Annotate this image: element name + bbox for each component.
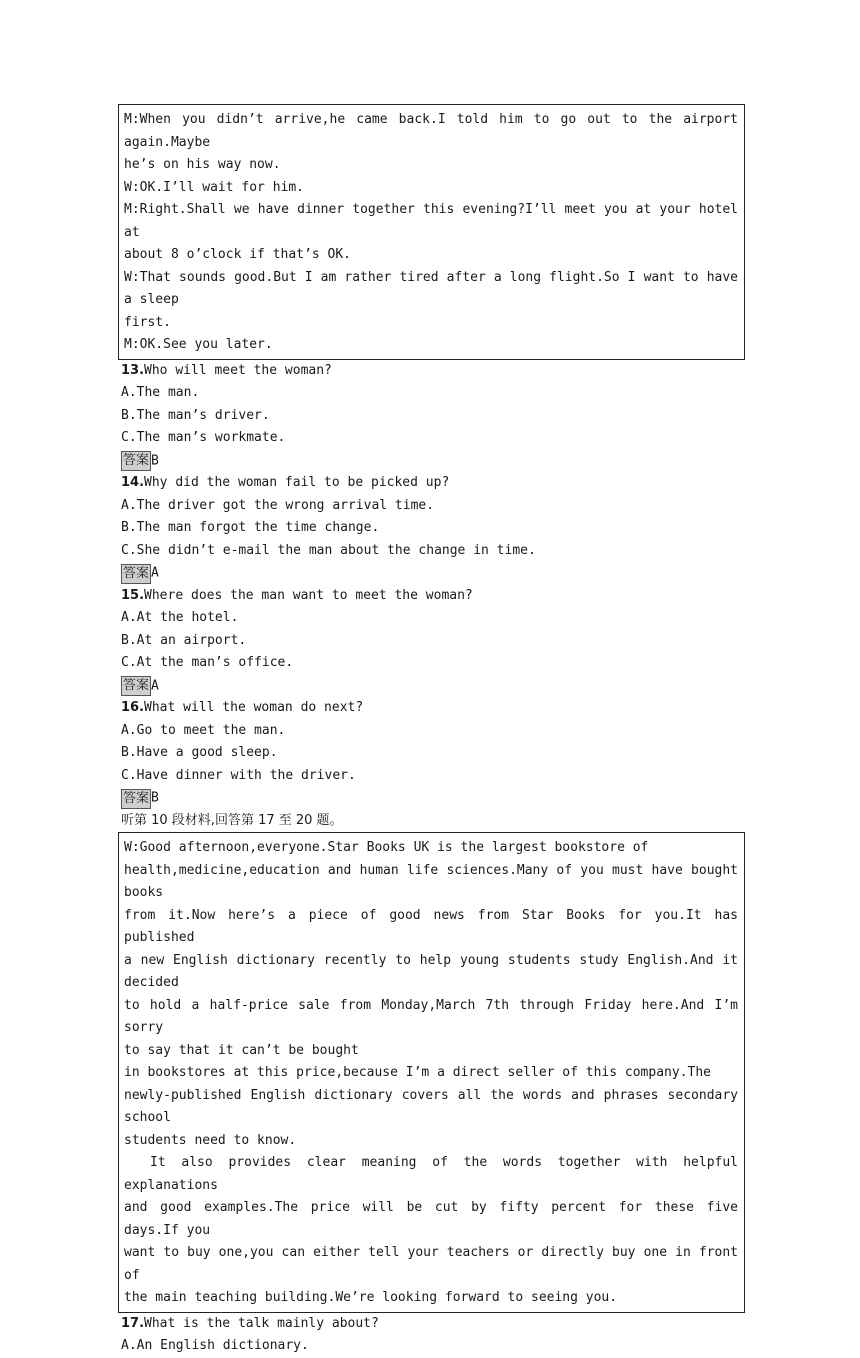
question-16 xyxy=(118,697,746,810)
passage-line: to hold a half-price sale from Monday,March 7th through Friday here.And I’m sorry xyxy=(124,997,746,1035)
dialogue-line: first. xyxy=(124,314,171,330)
dialogue-line: W:OK.I’ll wait for him. xyxy=(124,179,305,195)
dialogue-line: he’s on his way now. xyxy=(124,157,281,172)
answer-row xyxy=(118,787,746,810)
passage-line: a new English dictionary recently to help young students study English.And it decided xyxy=(124,952,746,990)
question-15 xyxy=(118,585,746,698)
answer-value: A xyxy=(151,677,159,693)
passage-line: health,medicine,education and human life sciences.Many of you must have bought books xyxy=(124,862,746,900)
section-instruction: 听第 10 段材料,回答第 17 至 20 题。 xyxy=(121,812,343,828)
passage-line: newly-published English dictionary covers all the words and phrases secondary school xyxy=(124,1087,746,1125)
option-b: B.Have a good sleep. xyxy=(121,745,278,760)
question-stem xyxy=(118,360,746,383)
question-number: 17. xyxy=(121,1315,145,1331)
option-c: C.She didn’t e-mail the man about the change in time. xyxy=(121,542,536,558)
answer-value: B xyxy=(151,452,159,468)
passage-box xyxy=(118,832,745,1313)
passage-line: in bookstores at this price,because I’m a direct seller of this company.The xyxy=(124,1065,711,1080)
question-number: 13. xyxy=(121,362,145,378)
question-stem xyxy=(118,697,746,720)
question-14 xyxy=(118,472,746,585)
option-b: B.The man forgot the time change. xyxy=(121,520,380,535)
passage-line: to say that it can’t be bought xyxy=(124,1042,359,1058)
answer-value: B xyxy=(151,790,159,806)
question-17 xyxy=(118,1313,746,1358)
dialogue-line: M:Right.Shall we have dinner together this evening?I’ll meet you at your hotel at xyxy=(124,202,746,240)
question-text: What is the talk mainly about? xyxy=(144,1315,379,1331)
option-a: A.At the hotel. xyxy=(121,610,239,625)
answer-label: 答案 xyxy=(121,676,151,696)
passage-line: from it.Now here’s a piece of good news from Star Books for you.It has published xyxy=(124,907,746,945)
question-text: Why did the woman fail to be picked up? xyxy=(144,475,450,490)
option-b: B.The man’s driver. xyxy=(121,407,270,423)
passage-line: the main teaching building.We’re looking forward to seeing you. xyxy=(124,1290,618,1305)
question-stem xyxy=(118,1313,746,1336)
option-c: C.Have dinner with the driver. xyxy=(121,767,356,783)
question-stem xyxy=(118,472,746,495)
option-c: C.At the man’s office. xyxy=(121,655,294,670)
answer-row xyxy=(118,450,746,473)
answer-label: 答案 xyxy=(121,564,151,584)
dialogue-line: about 8 o’clock if that’s OK. xyxy=(124,247,351,262)
question-text: What will the woman do next? xyxy=(144,700,364,715)
answer-row xyxy=(118,675,746,698)
answer-label: 答案 xyxy=(121,789,151,809)
question-13 xyxy=(118,360,746,473)
answer-value: A xyxy=(151,565,159,581)
option-b: B.At an airport. xyxy=(121,632,247,648)
option-a: A.An English dictionary. xyxy=(121,1338,309,1353)
question-number: 15. xyxy=(121,587,145,603)
option-c: C.The man’s workmate. xyxy=(121,430,286,445)
question-number: 14. xyxy=(121,475,145,490)
dialogue-line: M:When you didn’t arrive,he came back.I told him to go out to the airport again.Maybe xyxy=(124,112,746,150)
dialogue-box xyxy=(118,104,745,360)
dialogue-line: M:OK.See you later. xyxy=(124,337,273,352)
option-a: A.The man. xyxy=(121,385,200,400)
passage-line: W:Good afternoon,everyone.Star Books UK is the largest bookstore of xyxy=(124,840,649,855)
passage-line: and good examples.The price will be cut by fifty percent for these five days.If you xyxy=(124,1200,746,1238)
question-text: Who will meet the woman? xyxy=(144,362,332,378)
option-a: A.The driver got the wrong arrival time. xyxy=(121,497,435,513)
question-number: 16. xyxy=(121,700,145,715)
question-stem xyxy=(118,585,746,608)
question-text: Where does the man want to meet the woman? xyxy=(144,587,473,603)
passage-line: students need to know. xyxy=(124,1132,297,1148)
option-a: A.Go to meet the man. xyxy=(121,722,286,738)
content-area xyxy=(118,104,746,1358)
dialogue-line: W:That sounds good.But I am rather tired after a long flight.So I want to have a sleep xyxy=(124,269,746,307)
answer-row xyxy=(118,562,746,585)
answer-label: 答案 xyxy=(121,451,151,471)
passage-line: It also provides clear meaning of the words together with helpful explanations xyxy=(124,1155,746,1193)
passage-line: want to buy one,you can either tell your teachers or directly buy one in front of xyxy=(124,1245,746,1283)
